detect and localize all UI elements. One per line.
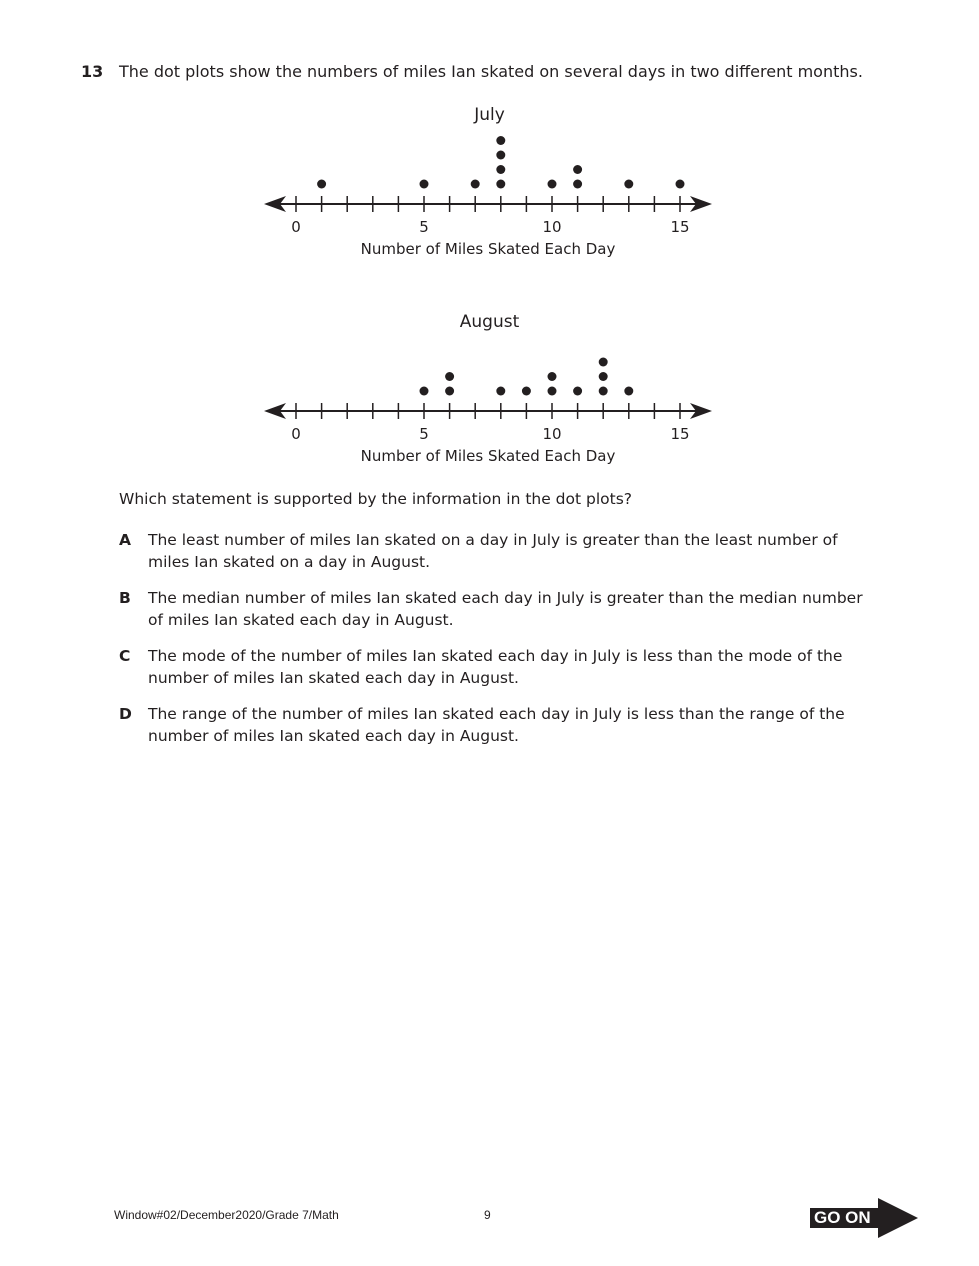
data-dot <box>420 387 429 396</box>
question-line <box>81 62 863 81</box>
data-dot <box>471 180 480 189</box>
tick-label: 10 <box>542 218 562 236</box>
x-axis-label: Number of Miles Skated Each Day <box>360 447 616 465</box>
tick-label: 10 <box>542 425 562 443</box>
footer-form-id: Window#02/December2020/Grade 7/Math <box>114 1208 339 1222</box>
data-dot <box>573 165 582 174</box>
go-on-label: GO ON <box>810 1208 875 1228</box>
tick-label: 0 <box>291 218 301 236</box>
data-dot <box>548 387 557 396</box>
choice-letter: C <box>119 647 131 665</box>
data-dot <box>548 180 557 189</box>
july-plot-title: July <box>474 105 505 125</box>
data-dot <box>573 180 582 189</box>
choice-b[interactable] <box>119 587 879 631</box>
choice-d[interactable] <box>119 703 879 747</box>
data-dot <box>599 358 608 367</box>
page-number: 9 <box>484 1208 491 1222</box>
tick-label: 0 <box>291 425 301 443</box>
data-dot <box>599 372 608 381</box>
data-dot <box>599 387 608 396</box>
august-dot-plot <box>250 337 730 465</box>
data-dot <box>420 180 429 189</box>
data-dot <box>676 180 685 189</box>
choice-text: The least number of miles Ian skated on a day in July is greater than the least number of miles Ian skated on a day in August. <box>148 531 838 571</box>
go-on-indicator <box>810 1198 920 1238</box>
data-dot <box>548 372 557 381</box>
data-dot <box>496 151 505 160</box>
answer-choices <box>119 529 879 761</box>
choice-letter: B <box>119 589 131 607</box>
choice-text: The mode of the number of miles Ian skated each day in July is less than the mode of the number of miles Ian skated each day in August. <box>148 647 843 687</box>
data-dot <box>496 136 505 145</box>
july-dot-plot <box>250 130 730 258</box>
choice-letter: D <box>119 705 132 723</box>
x-axis-label: Number of Miles Skated Each Day <box>360 240 616 258</box>
choice-letter: A <box>119 531 131 549</box>
august-plot-title: August <box>459 312 520 332</box>
tick-label: 5 <box>419 218 429 236</box>
tick-label: 5 <box>419 425 429 443</box>
data-dot <box>496 387 505 396</box>
data-dot <box>624 387 633 396</box>
data-dot <box>522 387 531 396</box>
question-number: 13 <box>81 62 104 81</box>
choice-c[interactable] <box>119 645 879 689</box>
tick-label: 15 <box>670 218 690 236</box>
data-dot <box>317 180 326 189</box>
data-dot <box>496 180 505 189</box>
choice-text: The range of the number of miles Ian skated each day in July is less than the range of the number of miles Ian skated each day in August. <box>148 705 845 745</box>
data-dot <box>496 165 505 174</box>
tick-label: 15 <box>670 425 690 443</box>
question-prompt: Which statement is supported by the information in the dot plots? <box>119 490 633 508</box>
choice-a[interactable] <box>119 529 879 573</box>
question-text: The dot plots show the numbers of miles Ian skated on several days in two different months. <box>119 62 863 81</box>
data-dot <box>445 372 454 381</box>
choice-text: The median number of miles Ian skated each day in July is greater than the median number of miles Ian skated each day in August. <box>148 589 863 629</box>
data-dot <box>624 180 633 189</box>
data-dot <box>445 387 454 396</box>
data-dot <box>573 387 582 396</box>
